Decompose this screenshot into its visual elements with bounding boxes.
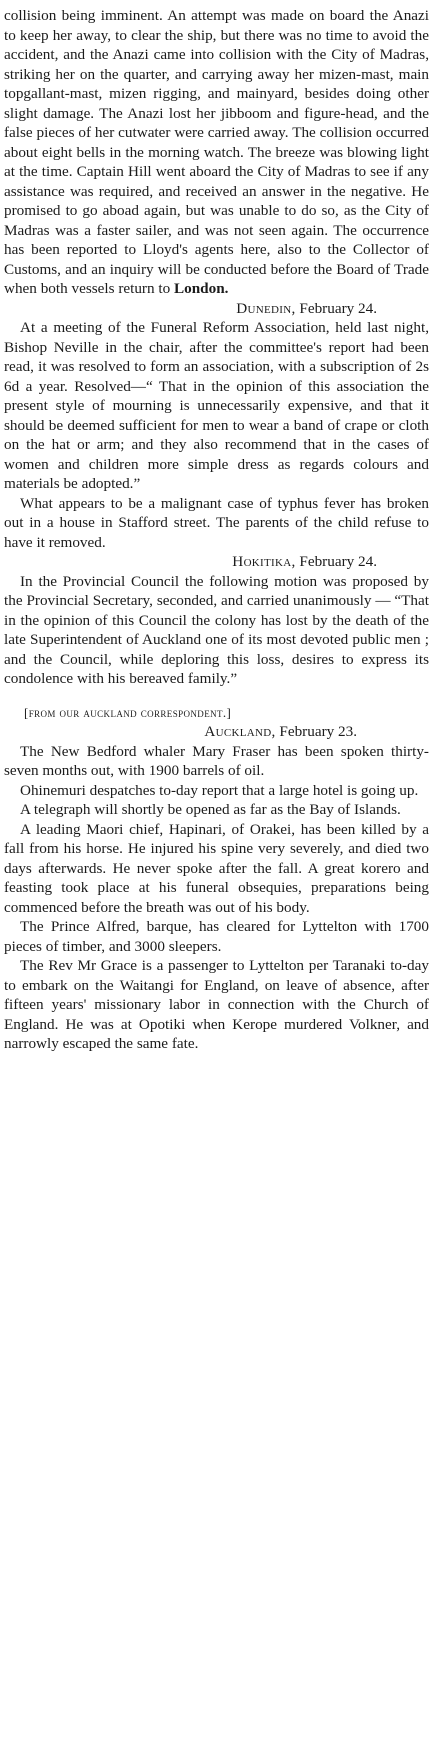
article-paragraph: The Prince Alfred, barque, has cleared for Lyttelton with 1700 pieces of timber, and 3000 sleepers. xyxy=(4,918,429,955)
article-paragraph xyxy=(4,6,429,299)
dateline-date: February 24. xyxy=(295,299,377,317)
article-paragraph: The New Bedford whaler Mary Fraser has been spoken thirty-seven months out, with 1900 barrels of oil. xyxy=(4,742,429,779)
article-paragraph: Ohinemuri despatches to-day report that a large hotel is going up. xyxy=(20,781,419,799)
article-paragraph: A telegraph will shortly be opened as far as the Bay of Islands. xyxy=(20,801,401,818)
dateline-auckland xyxy=(4,722,429,742)
dateline-city: Hokitika, xyxy=(232,553,296,570)
dateline-dunedin xyxy=(4,299,429,319)
paragraph-text-end: London. xyxy=(173,280,229,297)
dateline-date: February 24. xyxy=(295,553,377,570)
article-paragraph: The Rev Mr Grace is a passenger to Lyttelton per Taranaki to-day to embark on the Waitangi for England, on leave of absence, after fifteen years' missionary labor in connection with the Church of England. He was at Opotiki when Kerope murdered Volkner, and narrowly escaped the same fate. xyxy=(4,957,429,1052)
correspondent-heading: [from our auckland correspondent.] xyxy=(24,704,232,720)
dateline-city: Dunedin, xyxy=(236,299,296,317)
dateline-hokitika xyxy=(4,552,429,572)
article-paragraph: A leading Maori chief, Hapinari, of Orakei, has been killed by a fall from his horse. He injured his spine very severely, and died two days afterwards. He never spoke after the fall. A great korero and feasting took place at his funeral obsequies, preparations being commenced before the breath was out of his body. xyxy=(4,820,429,916)
article-paragraph: At a meeting of the Funeral Reform Association, held last night, Bishop Neville in the chair, after the committee's report had been read, it was resolved to form an association, with a subscription of 2s 6d a year. Resolved—“ That in the opinion of this association the present style of mourning is unnecessarily expensive, and that it should be deemed sufficient for men to wear a band of crape or cloth on the hat or arm; and they also recommend that in the cases of women and children more simple dress as regards colours and materials be adopted.” xyxy=(4,319,429,492)
dateline-date: February 23. xyxy=(275,723,357,740)
article-paragraph: What appears to be a malignant case of typhus fever has broken out in a house in Stafford street. The parents of the child refuse to have it removed. xyxy=(4,494,429,551)
dateline-city: Auckland, xyxy=(204,723,276,740)
article-paragraph: In the Provincial Council the following motion was proposed by the Provincial Secretary, seconded, and carried unanimously — “That in the opinion of this Council the colony has lost by the death of the late Superintendent of Auckland one of its most devoted public men ; and the Council, while deploring this loss, desires to express its condolence with his bereaved family.” xyxy=(4,572,429,687)
paragraph-text: collision being imminent. An attempt was made on board the Anazi to keep her away, to clear the ship, but there was no time to avoid the accident, and the Anazi came into collision with the City of Madras, striking her on the quarter, and carrying away her mizen-mast, main topgallant-mast, mizen rigging, and mainyard, besides doing other slight damage. The Anazi lost her jibboom and figure-head, and the false pieces of her cutwater were carried away. The collision occurred about eight bells in the morning watch. The breeze was blowing light at the time. Captain Hill went aboard the City of Madras to see if any assistance was required, and received an answer in the negative. He promised to go aboad again, but was unable to do so, as the City of Madras was a faster sailer, and was not seen again. The occurrence has been reported to Lloyd's agents here, also to the Collector of Customs, and an inquiry will be conducted before the Board of Trade when both vessels return to xyxy=(4,7,429,297)
